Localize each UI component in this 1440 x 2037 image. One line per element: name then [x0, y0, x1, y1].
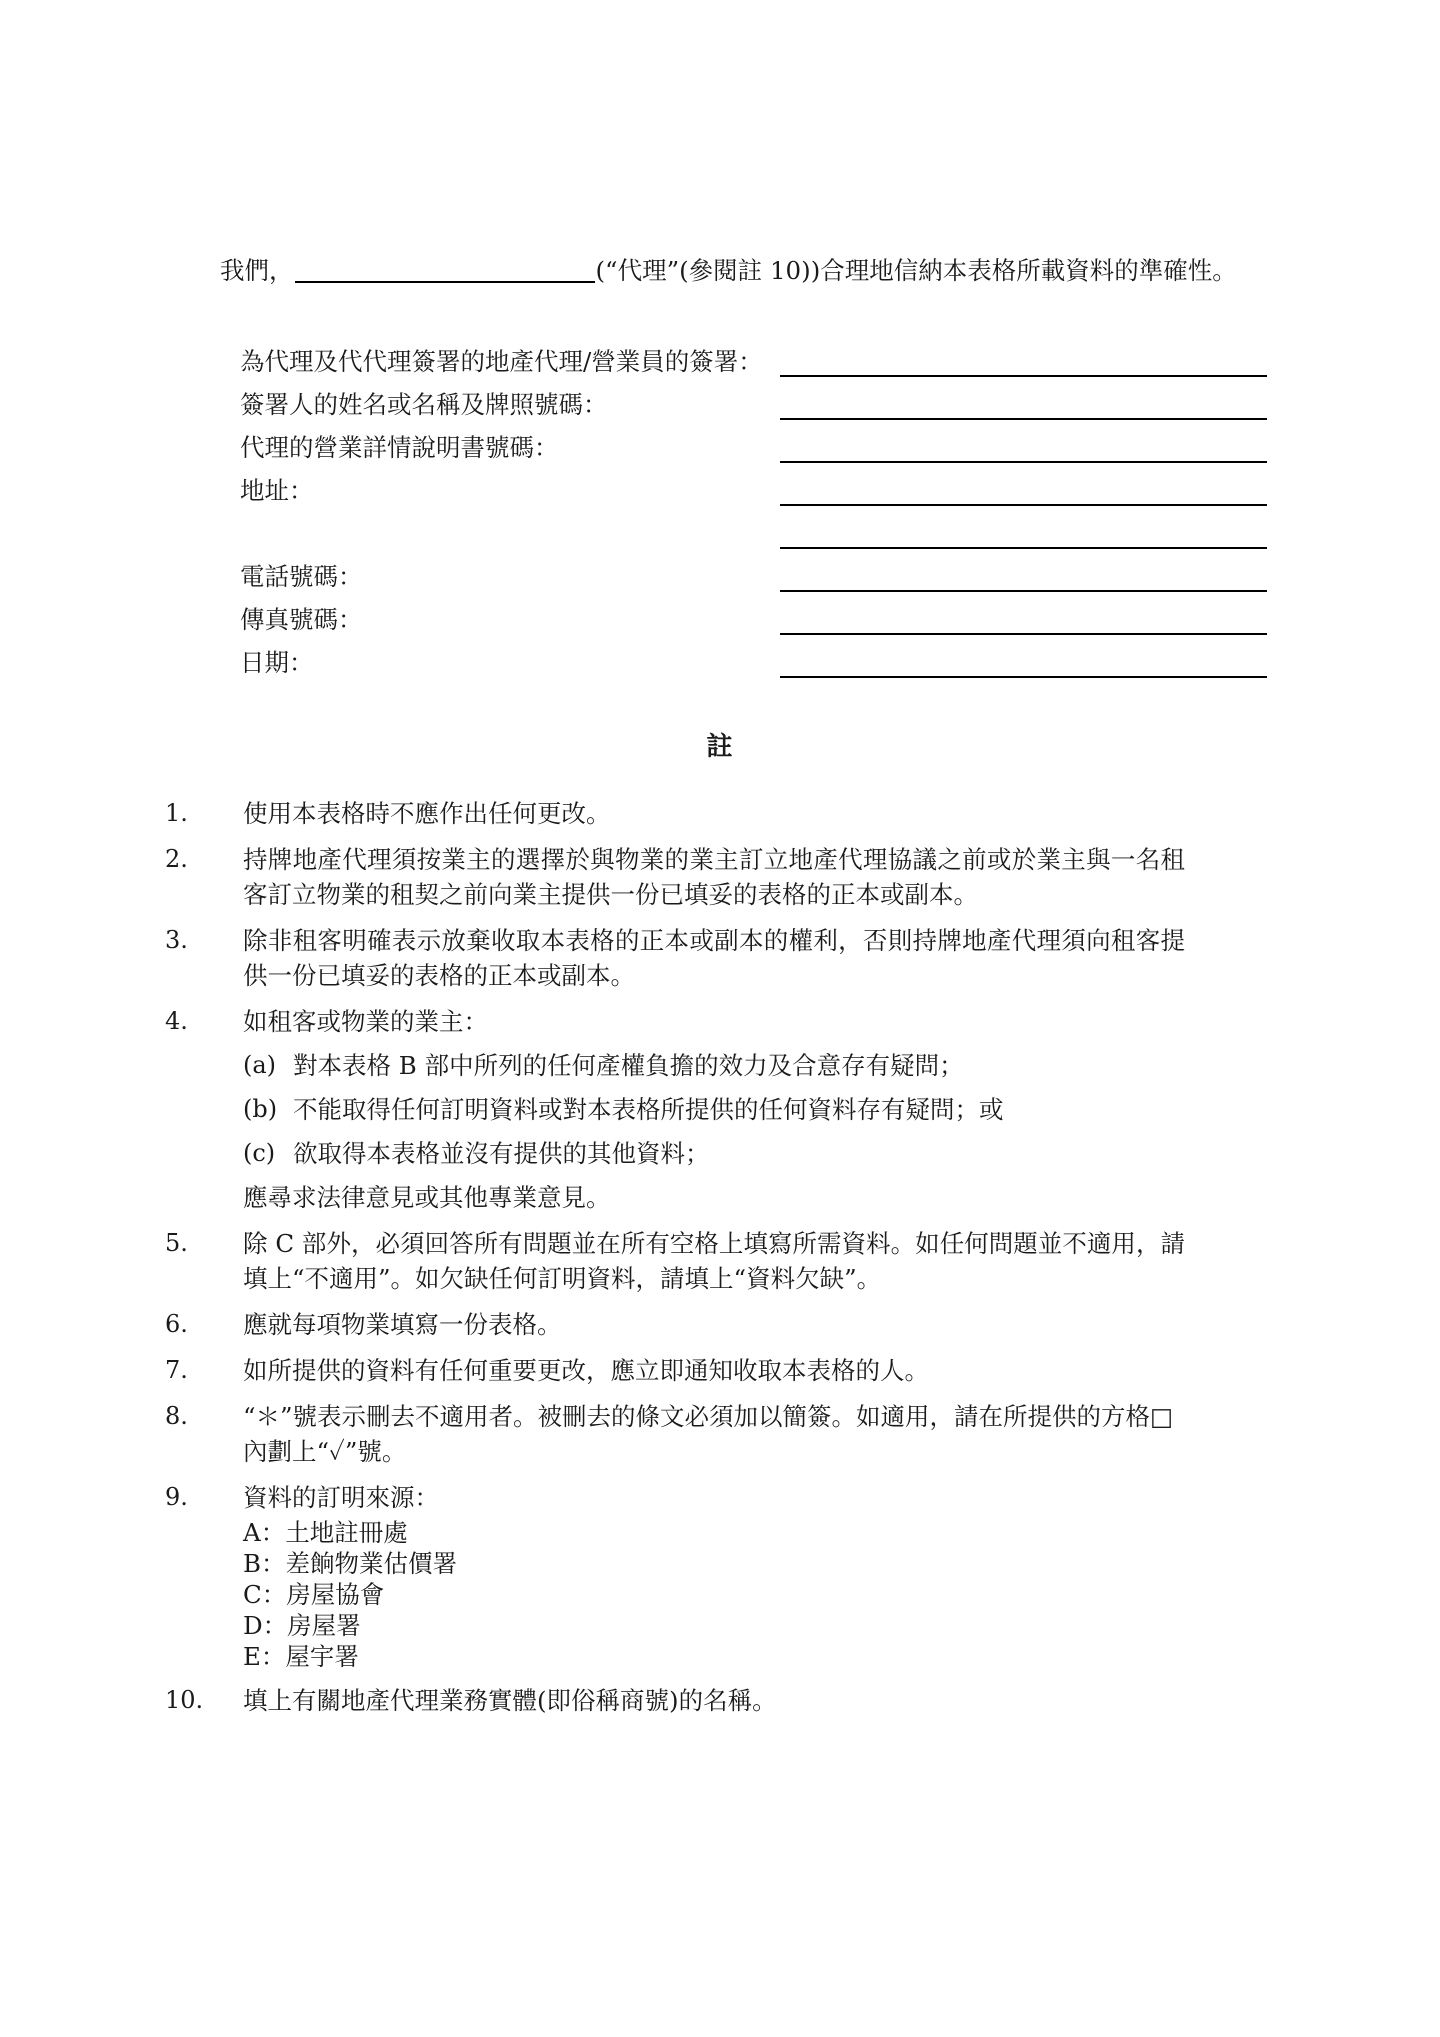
note-text: 應就每項物業填寫一份表格。 [243, 1310, 562, 1339]
intro-paragraph [165, 252, 1270, 290]
fax-row [0, 603, 1440, 646]
statement-number-row [0, 431, 1440, 474]
note-text: 除 C 部外，必須回答所有問題並在所有空格上填寫所需資料。如任何問題並不適用，請填上“不適用”。如欠缺任何訂明資料，請填上“資料欠缺”。 [243, 1229, 1185, 1293]
signature-block [0, 345, 1440, 689]
note-text: 如所提供的資料有任何重要更改，應立即通知收取本表格的人。 [243, 1356, 929, 1385]
signature-input-line[interactable] [780, 375, 1267, 377]
source-buildings-department: E：屋宇署 [243, 1642, 359, 1671]
note-number: 6. [165, 1310, 188, 1338]
address-input-line-1[interactable] [780, 504, 1267, 506]
note-number: 4. [165, 1007, 188, 1035]
agent-name-blank-field[interactable] [295, 281, 595, 283]
note-text: 填上有關地產代理業務實體(即俗稱商號)的名稱。 [243, 1686, 777, 1715]
note-item [0, 1683, 1440, 1718]
note-number: 9. [165, 1483, 188, 1511]
signatory-name-row [0, 388, 1440, 431]
note-text: “＊”號表示刪去不適用者。被刪去的條文必須加以簡簽。如適用，請在所提供的方格□內劃上“✓”號。 [243, 1402, 1174, 1466]
note-item [0, 1004, 1440, 1215]
note-text: 如租客或物業的業主： [243, 1007, 488, 1036]
note-number: 8. [165, 1402, 188, 1430]
address-label: 地址： [240, 476, 314, 505]
subitem-marker: (b) [243, 1095, 278, 1123]
note-item [0, 1353, 1440, 1388]
date-input-line[interactable] [780, 676, 1267, 678]
fax-label: 傳真號碼： [240, 605, 363, 634]
note-subitem [243, 1136, 1185, 1171]
fax-input-line[interactable] [780, 633, 1267, 635]
note-body-group [243, 1004, 1313, 1215]
signatory-name-input-line[interactable] [780, 418, 1267, 420]
date-row [0, 646, 1440, 689]
note-number: 5. [165, 1229, 188, 1257]
address-input-line-2[interactable] [780, 547, 1267, 549]
notes-heading: 註 [706, 732, 734, 762]
note-text: 除非租客明確表示放棄收取本表格的正本或副本的權利，否則持牌地產代理須向租客提供一份已填妥的表格的正本或副本。 [243, 926, 1185, 990]
subitem-marker: (a) [243, 1051, 277, 1079]
statement-number-label: 代理的營業詳情說明書號碼： [240, 433, 559, 462]
note-item [0, 796, 1440, 831]
note-item [0, 1480, 1440, 1672]
note-number: 1. [165, 799, 188, 827]
subitem-marker: (c) [243, 1139, 276, 1167]
note-text: 資料的訂明來源： [243, 1483, 439, 1512]
phone-label: 電話號碼： [240, 562, 363, 591]
subitem-text: 不能取得任何訂明資料或對本表格所提供的任何資料存有疑問；或 [293, 1095, 1004, 1124]
note-number: 2. [165, 845, 188, 873]
notes-list [0, 796, 1440, 1729]
signatory-name-label: 簽署人的姓名或名稱及牌照號碼： [240, 390, 608, 419]
note-number: 7. [165, 1356, 188, 1384]
signature-row [0, 345, 1440, 388]
note-text: 持牌地產代理須按業主的選擇於與物業的業主訂立地產代理協議之前或於業主與一名租客訂立物業的租契之前向業主提供一份已填妥的表格的正本或副本。 [243, 845, 1185, 909]
address-row [0, 474, 1440, 517]
phone-input-line[interactable] [780, 590, 1267, 592]
subitem-text: 對本表格 B 部中所列的任何產權負擔的效力及合意存有疑問； [293, 1051, 964, 1080]
signature-label: 為代理及代代理簽署的地產代理/營業員的簽署： [240, 347, 763, 376]
note-item [0, 923, 1440, 993]
intro-lead-text: 我們， [220, 256, 294, 285]
phone-row [0, 560, 1440, 603]
note-item [0, 842, 1440, 912]
note-tail-text: 應尋求法律意見或其他專業意見。 [243, 1183, 611, 1212]
source-rating-valuation-department: B：差餉物業估價署 [243, 1549, 458, 1578]
statement-number-input-line[interactable] [780, 461, 1267, 463]
note-number: 10. [165, 1686, 204, 1714]
note-item [0, 1226, 1440, 1296]
source-housing-department: D：房屋署 [243, 1611, 361, 1640]
note-number: 3. [165, 926, 188, 954]
note-body-group [243, 1480, 1313, 1672]
address-row-second [0, 517, 1440, 560]
note-item [0, 1399, 1440, 1469]
note-subitem [243, 1092, 1185, 1127]
intro-trailing-text: (“代理”(參閱註 10))合理地信納本表格所載資料的準確性。 [595, 256, 1237, 285]
date-label: 日期： [240, 648, 314, 677]
source-land-registry: A：土地註冊處 [243, 1518, 408, 1547]
note-text: 使用本表格時不應作出任何更改。 [243, 799, 611, 828]
source-housing-society: C：房屋協會 [243, 1580, 385, 1609]
information-source-list [243, 1517, 1185, 1672]
note-subitem [243, 1048, 1185, 1083]
subitem-text: 欲取得本表格並沒有提供的其他資料； [293, 1139, 710, 1168]
note-item [0, 1307, 1440, 1342]
